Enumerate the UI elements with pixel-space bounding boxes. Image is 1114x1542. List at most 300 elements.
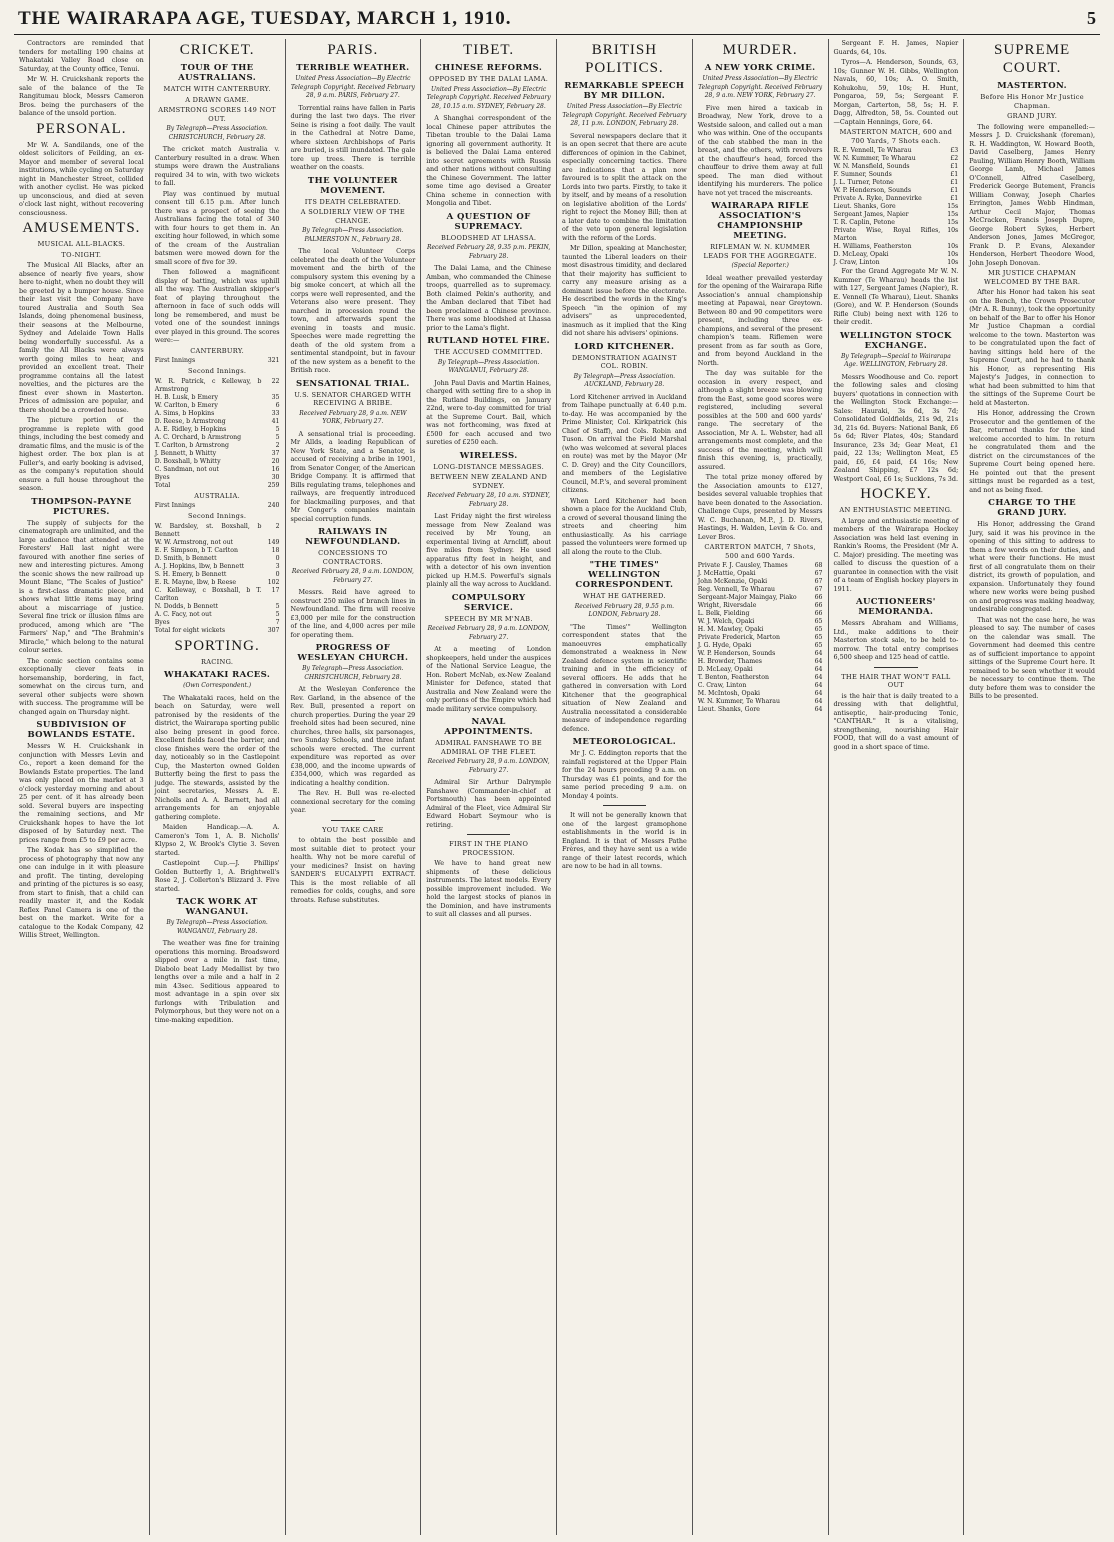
score-line	[155, 450, 280, 458]
score-line	[834, 163, 959, 171]
paragraph: Tyros—A. Henderson, Sounds, 63, 10s; Gunner W. H. Gibbs, Wellington Navals, 60, 10s; A. O. Smith, Kohukohu, 59, 10s; H. Hunt, Pongaroa, 59, 5s; Sergeant F. Morgan, Carterton, 58, 5s; H. F. Dagg, Alfredton, 58, 5s. Counted out—Captain Hennings, Gore, 64.	[833, 58, 959, 126]
article-headline: WHAKATAKI RACES.	[164, 670, 271, 680]
score-line	[834, 251, 959, 259]
score-value: 10s	[947, 251, 959, 258]
section-heading: SUPREME COURT.	[994, 42, 1071, 76]
subheading: OPPOSED BY THE DALAI LAMA.	[429, 75, 549, 83]
article-headline: METEOROLOGICAL.	[572, 737, 677, 747]
score-value: 240	[267, 502, 280, 509]
score-line	[155, 563, 280, 571]
subheading: Second Innings.	[187, 512, 247, 520]
paragraph: The total prize money offered by the Association amounts to £127, besides several valuable trophies that have been donated to the Association. Challenge Cups, presented by Messrs W. C. Buchanan, M.P., J. D. Rivers, Hastings, H. Walden, Levin & Co. and Lever Bros.	[697, 473, 823, 541]
score-line	[155, 555, 280, 563]
score-value: 5	[275, 425, 280, 433]
subheading: RACING.	[200, 657, 234, 666]
score-name: C. Sandman, not out	[154, 465, 219, 473]
dateline: By Telegraph—Press Association. WANGANUI, February 28.	[437, 358, 540, 374]
section-heading: TIBET.	[463, 42, 515, 58]
section-heading: HOCKEY.	[860, 486, 932, 502]
article-headline: CHARGE TO THE GRAND JURY.	[988, 498, 1077, 518]
score-name: H. Browder, Thames	[697, 658, 762, 665]
article-headline: WIRELESS.	[459, 450, 518, 461]
article-headline: PROGRESS OF WESLEYAN CHURCH.	[297, 643, 409, 663]
paragraph: Last Friday night the first wireless message from New Zealand was received by Mr Young, an experimental living at Arncliff, about five miles from Sydney. He used apparatus fifty feet in height, and with a detector of his own invention picked up H.M.S. Powerful's signals plainly all the way across to Auckland.	[426, 512, 551, 588]
dateline: By Telegraph—Press Association. WANGANUI, February 28.	[166, 919, 268, 935]
subheading: CONCESSIONS TO CONTRACTORS.	[318, 549, 388, 566]
score-name: A. J. Hopkins, lbw, b Bennett	[154, 562, 245, 570]
dateline: Received February 28, 9 a.m. LONDON, February 27.	[427, 625, 550, 641]
score-value: 149	[267, 538, 280, 546]
score-name: J. McHattie, Opaki	[697, 570, 756, 577]
score-line	[834, 179, 959, 187]
dateline: By Telegraph—Press Association. CHRISTCHURCH, February 28.	[302, 665, 404, 681]
score-line	[698, 682, 823, 690]
subheading: MASTERTON MATCH, 600 and 700 Yards, 7 Shots each.	[839, 128, 953, 145]
score-line	[834, 147, 959, 155]
score-name: H. Williams, Featherston	[833, 243, 912, 250]
score-name: H. B. Lusk, b Emery	[154, 393, 218, 401]
subheading: THE HAIR THAT WON'T FALL OUT	[841, 672, 951, 689]
score-name: A. E. Ridley, b Hopkins	[154, 425, 227, 433]
subheading: ADMIRAL FANSHAWE TO BE ADMIRAL OF THE FLEET.	[435, 739, 542, 756]
score-value: 64	[814, 674, 823, 681]
score-line	[698, 610, 823, 618]
article-headline: RAILWAYS IN NEWFOUNDLAND.	[305, 527, 401, 547]
score-name: H. M. Mawley, Opaki	[697, 626, 764, 633]
score-line	[155, 547, 280, 555]
score-value: £1	[950, 163, 959, 170]
score-value: 64	[814, 698, 823, 705]
score-name: Byes	[154, 473, 170, 481]
paragraph: John Paul Davis and Martin Haines, charged with setting fire to a shop in the Rutland Buildings, on January 22nd, were to-day committed for trial at the Supreme Court. Bail, which was not forthcoming, was fixed at £500 for each accused and two sureties of £250 each.	[426, 378, 551, 446]
score-name: A. C. Facy, not out	[154, 610, 212, 618]
column-4	[421, 39, 557, 1535]
divider	[467, 834, 511, 835]
score-line	[155, 466, 280, 474]
score-value: 64	[814, 650, 823, 657]
paragraph: Castlepoint Cup.—J. Phillips' Golden Butterfly 1, A. Brightwell's Rose 2, J. Collerton's Blizzard 3. Five started.	[154, 859, 280, 893]
score-name: Private Frederick, Marton	[697, 634, 780, 641]
score-line	[155, 579, 280, 587]
divider	[874, 667, 918, 668]
score-name: W. N. Kummer, Te Wharau	[833, 155, 916, 162]
score-line	[698, 618, 823, 626]
dateline: United Press Association—By Electric Telegraph Copyright. Received February 28, 9 a.m. PARIS, February 27.	[290, 75, 415, 99]
score-value: 64	[814, 706, 823, 713]
subheading: WHAT HE GATHERED.	[583, 592, 666, 600]
score-name: Private A. Ryke, Dannevirke	[833, 195, 922, 202]
paragraph: is the hair that is daily treated to a dressing with that delightful, antiseptic, hair-producing Tonic, "CANTHAR." It is a vitalising, strengthening, nourishing Hair FOOD, that will do a vast amount of good in a short space of time.	[833, 691, 959, 751]
score-name: W. N. Kummer, Te Wharau	[697, 698, 780, 705]
paragraph: The Dalai Lama, and the Chinese Amban, who commanded the Chinese troops, quarrelled as to supremacy. Both claimed Pekin's authority, and the Amban declared that Tibet had been proclaimed a Chinese province. There was some bloodshed at Lhassa prior to the Lama's flight.	[426, 264, 551, 332]
article-headline: REMARKABLE SPEECH BY MR DILLON.	[564, 81, 685, 101]
article-headline: TERRIBLE WEATHER.	[296, 63, 410, 73]
score-name: D. McLeay, Opaki	[697, 666, 753, 673]
score-name: D. Boxshall, b Whitty	[154, 457, 221, 465]
score-line	[155, 523, 280, 539]
score-value: 16	[271, 465, 280, 473]
paragraph: Then followed a magnificent display of batting, which was uphill all the way. The Australian skipper's feat of playing throughout the afternoon in face of such odds will long be remembered, and must be voted one of the soundest innings ever played in this ground. The scores were:—	[154, 268, 280, 344]
section-heading: PERSONAL.	[36, 120, 127, 137]
article-headline: THE VOLUNTEER MOVEMENT.	[307, 175, 398, 196]
score-value: 18	[271, 546, 280, 554]
score-name: W. Carlton, b Emery	[154, 401, 218, 409]
dateline: Received February 28, 9 a.m. LONDON, February 27.	[291, 568, 414, 584]
score-line	[155, 619, 280, 627]
score-line	[155, 458, 280, 466]
score-name: N. Dodds, b Bennett	[154, 602, 219, 610]
score-line	[155, 627, 280, 635]
article-headline: THOMPSON-PAYNE PICTURES.	[31, 496, 132, 517]
score-value: 15s	[947, 219, 959, 226]
score-name: First Innings	[154, 357, 196, 364]
score-value: 17	[271, 586, 280, 594]
article-headline: A NEW YORK CRIME.	[704, 63, 816, 73]
score-value: 66	[814, 610, 823, 617]
dateline: By Telegraph—Special to Wairarapa Age. WELLINGTON, February 28.	[840, 352, 951, 368]
paragraph: The day was suitable for the occasion in every respect, and although a slight breeze was blowing from the East, some good scores were registered, including several possibles at the 500 and 600 yards' range. The secretary of the Association, Mr A. L. Webster, had all arrangements most complete, and the success of the meeting, which will finish this evening, is, practically, assured.	[697, 369, 823, 471]
subheading: MR JUSTICE CHAPMAN WELCOMED BY THE BAR.	[983, 269, 1081, 286]
paragraph: His Honor, addressing the Crown Prosecutor and the gentlemen of the Bar, returned thanks for the kind welcome accorded to him. In return he congratulated them and the district on the circumstances of the Supreme Court being opened here. He pointed out that the present sittings must be regarded as a test, and not as being fixed.	[969, 409, 1095, 494]
score-name: S. H. Emery, b Bennett	[154, 570, 227, 578]
score-line	[834, 211, 959, 219]
score-value: 321	[267, 357, 280, 364]
subheading: FIRST IN THE PIANO PROCESSION.	[449, 840, 529, 857]
score-value: £1	[950, 171, 959, 178]
score-line	[698, 674, 823, 682]
score-name: T. R. Caplin, Petone	[833, 219, 895, 226]
score-name: John McKenzie, Opaki	[697, 578, 768, 585]
score-value: 35	[271, 393, 280, 401]
score-line	[834, 259, 959, 267]
score-line	[698, 578, 823, 586]
section-heading: SPORTING.	[174, 637, 260, 654]
paragraph: That was not the case here, he was pleased to say. The number of cases on the calendar was small. The Government had deemed this centre as of sufficient importance to appoint sittings of the Supreme Court here. It remained to be seen whether it would be necessary to continue them. The duty before them was to consider the Bills to be presented.	[969, 615, 1095, 700]
score-value: 2	[275, 522, 280, 530]
article-headline: COMPULSORY SERVICE.	[451, 592, 526, 613]
paragraph: to obtain the best possible and most suitable diet to protect your health. Why not be more careful of your medicines? Insist on having SANDER'S EUCALYPTI EXTRACT. This is the most reliable of all remedies for colds, coughs, and sore throats. Refuse substitutes.	[290, 836, 416, 904]
divider	[603, 805, 647, 806]
score-name: W. R. Patrick, c Kelleway, b Armstrong	[154, 377, 262, 393]
section-heading: CRICKET.	[179, 42, 255, 58]
paragraph: Torrential rains have fallen in Paris during the last two days. The river Seine is rising a foot daily. The vault in the Cathedral at Notre Dame, where sixteen Archbishops of Paris are buried, is still inundated. The gale tore up trees. There is terrible weather on the coasts.	[290, 103, 416, 171]
dateline: Received February 28, 9.35 p.m. PEKIN, February 28.	[426, 244, 551, 260]
score-value: 5	[275, 610, 280, 618]
score-value: 30	[271, 473, 280, 481]
score-name: L. Belk, Fielding	[697, 610, 750, 617]
dateline: United Press Association—By Electric Telegraph Copyright. Received February 28, 11 p.m. LONDON, February 28.	[562, 103, 687, 127]
dateline: United Press Association—By Electric Telegraph Copyright. Received February 28, 10.15 a.m. SYDNEY, February 28.	[426, 85, 551, 110]
paragraph: Messrs W. H. Cruickshank in conjunction with Messrs Levin and Co., report a keen demand for the Bowlands Estate properties. The land was only placed on the market at 3 o'clock yesterday morning and about 25 per cent. of it has already been sold. Several buyers are inspecting the remaining sections, and Mr Cruickshank hopes to have the lot disposed of by Saturday next. The prices range from £5 to £9 per acre.	[19, 742, 144, 844]
paragraph: Ideal weather prevailed yesterday for the opening of the Wairarapa Rifle Association's annual championship meeting at Papawai, near Greytown. Between 80 and 90 competitors were present, including three ex-champions, and several of the present champion's team. Riflemen were present from as far south as Gore, and from beyond Auckland in the North.	[697, 273, 823, 367]
column-2	[150, 39, 286, 1535]
masthead-title: THE WAIRARAPA AGE, TUESDAY, MARCH 1, 1910.	[18, 8, 512, 29]
dateline: (Own Correspondent.)	[183, 682, 252, 689]
paragraph: Five men hired a taxicab in Broadway, New York, drove to a Westside saloon, and called out a man who was within. One of the occupants of the cab stabbed the man in the breast, and the others, with revolvers at the chauffeur's head, forced the chauffeur to drive them away at full speed. The man died without identifying his murderers. The police have not yet traced the miscreants.	[697, 103, 823, 197]
score-value: 65	[814, 626, 823, 633]
paragraph: Lord Kitchener arrived in Auckland from Taihape punctually at 6.40 p.m. to-day. He was accompanied by the Prime Minister, Col. Kirkpatrick (his Chief of Staff), and Cols. Robin and Tuson. On arrival the Field Marshal (who was welcomed at several places en route) was met by the Mayor (Mr C. D. Grey) and the City Councillors, and members of the Legislative Council, M.P.'s, and several prominent citizens.	[562, 392, 687, 494]
article-headline: TOUR OF THE AUSTRALIANS.	[178, 63, 257, 83]
subheading: GRAND JURY.	[1007, 112, 1058, 120]
dateline: Received February 28, 9.55 p.m. LONDON, February 28.	[574, 602, 675, 618]
score-line	[155, 587, 280, 603]
paragraph: Mr W. H. Cruickshank reports the sale of the balance of the Te Rangitumau block, Messrs Cameron Bros. being the purchasers of the balance of the unsold portion.	[19, 75, 144, 117]
score-name: D. Reese, b Armstrong	[154, 417, 226, 425]
article-headline: RUTLAND HOTEL FIRE.	[427, 336, 550, 346]
score-value: 15s	[947, 211, 959, 218]
score-value: 259	[267, 481, 280, 489]
article-headline: MASTERTON.	[997, 81, 1068, 91]
score-name: D. Smith, b Bennett	[154, 554, 217, 562]
score-value: 64	[814, 690, 823, 697]
subheading: THE ACCUSED COMMITTED.	[434, 348, 543, 356]
score-line	[155, 426, 280, 434]
score-value: £1	[950, 195, 959, 202]
score-value: 65	[814, 634, 823, 641]
divider	[331, 820, 375, 821]
score-line	[698, 594, 823, 602]
section-heading: BRITISH POLITICS.	[585, 42, 664, 76]
paragraph: When Lord Kitchener had been shown a place for the Auckland Club, a crowd of several thousand lining the streets and cheering him enthusiastically. As his carriage passed the volunteers were formed up all along the route to the Club.	[562, 496, 687, 556]
score-line	[698, 586, 823, 594]
paragraph: A sensational trial is proceeding. Mr Allds, a leading Republican of New York State, and a Senator, is accused of receiving a bribe in 1901, from Senator Conger, of the American Bridge Company. It is affirmed that Bills regulating trams, telephones and railways, are frequently introduced for blackmailing purposes, and that Mr Conger's companies maintain special corruption funds.	[290, 429, 416, 523]
score-value: 15s	[947, 203, 959, 210]
article-headline: CHINESE REFORMS.	[435, 63, 543, 73]
subheading: MUSICAL ALL-BLACKS.	[37, 240, 126, 248]
paragraph: It will not be generally known that one of the largest gramophone establishments in the world is in England. It is that of Messrs Pathe Frères, and they have sent us a wide range of their latest records, which are now to be had in all towns.	[562, 811, 687, 870]
article-headline: SUBDIVISION OF BOWLANDS ESTATE.	[27, 720, 136, 740]
score-name: T. Benton, Featherston	[697, 674, 769, 681]
score-line	[834, 227, 959, 243]
score-line	[155, 418, 280, 426]
score-value: 22	[271, 377, 280, 385]
score-line	[698, 562, 823, 570]
paragraph: Contractors are reminded that tenders for metalling 190 chains at Whakataki Valley Road close on Saturday, at the County office, Tenui.	[19, 39, 144, 73]
score-line	[834, 187, 959, 195]
article-headline: NAVAL APPOINTMENTS.	[444, 717, 534, 737]
dateline: By Telegraph—Press Association. PALMERSTON N., February 28.	[302, 227, 404, 243]
score-name: W. J. Welch, Opaki	[697, 618, 755, 625]
score-line	[834, 155, 959, 163]
score-name: Reg. Vennell, Te Wharau	[697, 586, 775, 593]
score-name: A. Sims, b Hopkins	[154, 409, 215, 417]
paragraph: For the Grand Aggregate Mr W. N. Kummer (Te Wharau) heads the list with 127, Sergeant James (Napier), R. E. Vennell (Te Wharau), Lieut. Shanks (Gore), and W. P. Henderson (Sounds Rifle Club) being next with 126 to their credit.	[833, 267, 959, 326]
score-value: 7	[275, 618, 280, 626]
paragraph: The Kodak has so simplified the process of photography that now any one can indulge in it with pleasure and profit. The tinting, developing and printing of the pictures is so easy, from start to finish, that a child can readily master it, and the Kodak Reflex Panel Camera is one of the best on the market. Write for a catalogue to the Kodak Company, 42 Willis Street, Wellington.	[19, 846, 144, 939]
score-name: F. Sumner, Sounds	[833, 171, 892, 178]
score-line	[155, 482, 280, 490]
score-line	[698, 602, 823, 610]
subheading: U.S. SENATOR CHARGED WITH RECEIVING A BRIBE.	[294, 390, 412, 407]
subheading: BETWEEN NEW ZEALAND AND SYDNEY.	[430, 473, 548, 490]
score-value: 41	[271, 417, 280, 425]
score-name: J. Craw, Linton	[833, 259, 880, 266]
subheading: BLOODSHED AT LHASSA.	[440, 233, 537, 242]
score-name: M. McIntosh, Opaki	[697, 690, 761, 697]
paragraph: Messrs Abraham and Williams, Ltd., make additions to their Masterton stock sale, to be held to-morrow. The total entry comprises 6,500 sheep and 125 head of cattle.	[833, 619, 959, 661]
subheading: LONG-DISTANCE MESSAGES.	[433, 462, 544, 471]
score-line	[698, 570, 823, 578]
paragraph: Messrs. Reid have agreed to construct 250 miles of branch lines in Newfoundland. The firm will receive £3,000 per mile for the construction of the line, and 4,000 acres per mile for operating them.	[290, 588, 416, 639]
paragraph: The cricket match Australia v. Canterbury resulted in a draw. When stumps were drawn the Australians required 34 to win, with two wickets to fall.	[154, 145, 280, 187]
score-name: E. R. Mayne, lbw, b Reese	[154, 578, 237, 586]
paragraph: Sergeant F. H. James, Napier Guards, 64, 10s.	[833, 39, 959, 56]
paragraph: His Honor, addressing the Grand Jury, said it was his province in the opening of this sitting to address to them a few words on their duties, and what were their functions. He must first of all congratulate them on their district, its growth of population, and expansion. Unfortunately they found where new works were being pushed on and progress was making headway, undesirable congregated.	[969, 520, 1095, 613]
page-number: 5	[1087, 8, 1096, 28]
score-name: W. Bardsley, st. Boxshall, b Bennett	[154, 522, 262, 538]
subheading: ARMSTRONG SCORES 149 NOT OUT.	[158, 106, 276, 123]
dateline: United Press Association—By Electric Telegraph Copyright. Received February 28, 9 a.m. NEW YORK, February 27.	[698, 75, 823, 99]
paragraph: Maiden Handicap.—A. A. Cameron's Tom 1, A. B. Nicholls' Klypso 2, W. Brook's Clytie 3. Seven started.	[154, 823, 280, 857]
score-name: Lieut. Shanks, Gore	[697, 706, 760, 713]
paragraph: Mr J. C. Eddington reports that the rainfall registered at the Upper Plain for the 24 hours preceding 9 a.m. on Thursday was £1 points, and for the same period preceding 9 a.m. on Monday 4 points.	[562, 749, 687, 800]
score-name: First Innings	[154, 502, 196, 509]
column-6	[693, 39, 829, 1535]
subheading: DEMONSTRATION AGAINST COL. ROBIN.	[571, 353, 677, 370]
subheading: CANTERBURY.	[190, 346, 245, 355]
paragraph: We have to hand great new shipments of these delicious instruments. The latest models. Every possible improvement included. We hold the largest stocks of pianos in the Dominion, and have instruments to suit all classes and all purses.	[426, 859, 551, 918]
paragraph: At a meeting of London shopkeepers, held under the auspices of the National Service League, the Hon. Robert McNab, ex-New Zealand Minister for Defence, stated that Australia and New Zealand were the only portions of the Empire which had made military service compulsory.	[426, 645, 551, 713]
dateline: By Telegraph—Press Association. CHRISTCHURCH, February 28.	[166, 125, 268, 141]
score-value: 64	[814, 666, 823, 673]
score-value: 33	[271, 409, 280, 417]
score-value: 0	[275, 570, 280, 578]
score-name: A. C. Orchard, b Armstrong	[154, 433, 242, 441]
score-name: W. N. Mansfield, Sounds	[833, 163, 910, 170]
paragraph: The following were empanelled:— Messrs J. D. Cruickshank (foreman), R. H. Waddington, W. Howard Booth, David Caselberg, James Henry Pauling, William Henry Booth, William George Lamb, Michael James O'Connell, Alfred Caselberg, Frederick George Butement, Francis William Conway, Joseph Charles Errington, James Webb Hindman, Arthur Cecil Major, Thomas McCracken, Francis Joseph Dupre, George Robert Sykes, Herbert Anderson Jones, James McGregor, Frank D. P. Evans, Alexander Henderson, Herbert Theodore Wood, John Joseph Donovan.	[969, 122, 1095, 267]
score-name: Total for eight wickets	[154, 626, 226, 634]
paragraph: A large and enthusiastic meeting of members of the Wairarapa Hockey Association was held last evening in Rankin's Rooms, the President (Mr A. C. Major) presiding. The meeting was called to discuss the question of a guarantee in connection with the visit of a team of English hockey players in 1911.	[833, 516, 959, 593]
paragraph: Mr W. A. Sandilands, one of the oldest solicitors of Feilding, an ex-Mayor and member of several local institutions, while cycling on Saturday night in Manchester Street, collided with another cyclist. He was picked up unconscious, and died at seven o'clock last night, without recovering consciousness.	[19, 140, 144, 217]
score-line	[834, 219, 959, 227]
score-line	[155, 603, 280, 611]
subheading: YOU TAKE CARE	[322, 825, 384, 834]
subheading: A SOLDIERLY VIEW OF THE CHANGE.	[300, 208, 405, 225]
masthead	[14, 8, 1100, 35]
paragraph: The local Volunteer Corps celebrated the death of the Volunteer movement and the birth of the compulsory system this evening by a big smoke concert, at which all the corps were well represented, and the Veterans also were present. They marched in procession round the town, and afterwards spent the evening in toasts and music. Speeches were made regretting the death of the old system from a sentimental standpoint, but in favour of the new system as a benefit to the British race.	[290, 247, 416, 374]
subheading: A DRAWN GAME.	[185, 95, 250, 104]
subheading: AUSTRALIA.	[194, 491, 241, 500]
subheading: AN ENTHUSIASTIC MEETING.	[839, 506, 953, 514]
score-value: 5	[275, 602, 280, 610]
subheading: TO-NIGHT.	[61, 250, 102, 259]
score-line	[155, 378, 280, 394]
score-name: T. Carlton, b Armstrong	[154, 441, 229, 449]
score-value: 65	[814, 642, 823, 649]
score-value: 64	[814, 682, 823, 689]
score-line	[155, 474, 280, 482]
score-value: 68	[814, 562, 823, 569]
column-grid	[14, 39, 1100, 1535]
dateline: By Telegraph—Press Association. AUCKLAND, February 28.	[573, 372, 676, 388]
paragraph: The supply of subjects for the cinematograph are unlimited, and the large audience that attended at the Foresters' Hall last night were favoured with another fine series of new and interesting pictures. Among the scenic shows the new railroad up Mount Blanc, "The Scales of Justice" is a first-class dramatic piece, and shows what little items may bring about a miscarriage of justice. Several fine trick or illusion films are produced, among which are "The Farmers' Nap," and "The Brahmin's Miracle," which belong to the natural colour series.	[19, 518, 144, 654]
paragraph: The weather was fine for training operations this morning. Broadsword slipped over a mile in fast time, Diabolo beat Lady Medallist by two lengths over a mile and a half in 2 min 43sec. Seditious appeared to most advantage in a spin over six furlongs with Tribulation and Polymorphous, but they were not on a time-making expedition.	[154, 939, 280, 1024]
score-name: Private Wise, Royal Rifles, Marton	[833, 227, 941, 242]
article-headline: A QUESTION OF SUPREMACY.	[446, 211, 531, 232]
score-name: R. E. Vennell, Te Wharau	[833, 147, 912, 154]
score-value: £1	[950, 179, 959, 186]
score-value: 66	[814, 602, 823, 609]
score-line	[698, 634, 823, 642]
subheading: MATCH WITH CANTERBURY.	[163, 85, 271, 93]
score-value: 66	[814, 594, 823, 601]
score-line	[155, 402, 280, 410]
column-7	[829, 39, 965, 1535]
score-line	[698, 658, 823, 666]
score-name: J. Bennett, b Whitty	[154, 449, 217, 457]
score-line	[698, 706, 823, 714]
score-name: Sergeant James, Napier	[833, 211, 909, 218]
dateline: (Special Reporter.)	[731, 262, 789, 269]
score-value: 10s	[947, 243, 959, 250]
score-value: 67	[814, 586, 823, 593]
score-value: 3	[275, 562, 280, 570]
score-line	[155, 410, 280, 418]
subheading: RIFLEMAN W. N. KUMMER LEADS FOR THE AGGREGATE.	[703, 243, 817, 260]
article-headline: LORD KITCHENER.	[574, 341, 675, 352]
score-value: 102	[267, 578, 280, 586]
score-name: C. Kelleway, c Boxshall, b T. Carlton	[154, 586, 262, 602]
score-name: J. L. Turner, Petone	[833, 179, 894, 186]
paragraph: A Shanghai correspondent of the local Chinese paper attributes the Tibetan trouble to the Dalai Lama ignoring all government authority. It is believed the Dalai Lama entered into secret agreements with Russia and other nations without consulting the Chinese Government. The latter some time ago devised a Greater China scheme in connection with Mongolia and Tibet.	[426, 114, 551, 207]
paragraph: Play was continued by mutual consent till 6.15 p.m. After lunch there was a prospect of seeing the Australians facing the total of 340 with four hours to get them in. An exciting hour followed, in which some of the cream of the Australian batsmen were mowed down for the small score of five for 39.	[154, 189, 280, 266]
score-line	[698, 666, 823, 674]
column-5	[557, 39, 693, 1535]
score-name: Byes	[154, 618, 170, 626]
score-value: 10s	[947, 259, 959, 266]
score-value: 65	[814, 618, 823, 625]
score-line	[698, 626, 823, 634]
score-line	[698, 698, 823, 706]
score-name: C. Craw, Linton	[697, 682, 747, 689]
paragraph: The Rev. H. Bull was re-elected connexional secretary for the coming year.	[290, 789, 416, 814]
score-name: W. P. Henderson, Sounds	[833, 187, 912, 194]
subheading: ITS DEATH CELEBRATED.	[304, 197, 402, 206]
column-3	[286, 39, 422, 1535]
dateline: Received February 28, 10 a.m. SYDNEY, February 28.	[427, 492, 551, 508]
score-value: 20	[271, 457, 280, 465]
score-value: 37	[271, 449, 280, 457]
score-value: 67	[814, 578, 823, 585]
paragraph: The Whakataki races, held on the beach on Saturday, were well patronised by the residents of the district, the Wairarapa sporting public also being present in good force. Excellent fields faced the barrier, and close finishes were the order of the day, noticeably so in the Castlepoint Cup, the Masterton owned Golden Butterfly being the first to pass the judge. The stewards, assisted by the joint secretaries, Messrs A. E. Nicholls and A. A. Barnett, had all arrangements for an enjoyable gathering complete.	[154, 693, 280, 821]
score-value: 307	[267, 626, 280, 634]
column-8	[964, 39, 1100, 1535]
paragraph: Mr Dillon, speaking at Manchester, taunted the Liberal leaders on their most disastrous timidity, and declared that their majority has sufficient to carry any measure arising as a dominant issue before the electorate. He described the words in the King's Speech "in the opinion of my advisers" as unprecedented, inasmuch as it implied that the King did not share his advisers' opinions.	[562, 244, 687, 337]
score-name: Wright, Riversdale	[697, 602, 757, 609]
score-value: 2	[275, 441, 280, 449]
subheading: Second Innings.	[187, 367, 247, 375]
dateline: Received February 28, 9 a.m. NEW YORK, February 27.	[299, 409, 407, 425]
subheading: SPEECH BY MR M'NAB.	[444, 614, 533, 623]
score-line	[155, 502, 280, 510]
score-name: D. McLeay, Opaki	[833, 251, 889, 258]
paragraph: Admiral Sir Arthur Dalrymple Fanshawe (Commander-in-chief at Portsmouth) has been appointed Admiral of the Fleet, vice Admiral Sir Edward Hobart Seymour who is retiring.	[426, 778, 551, 829]
score-value: 0	[275, 554, 280, 562]
score-value: £1	[950, 187, 959, 194]
subheading: CARTERTON MATCH, 7 Shots, 500 and 600 Yards.	[704, 543, 816, 560]
score-line	[155, 442, 280, 450]
column-1	[14, 39, 150, 1535]
paragraph: The picture portion of the programme is replete with good things, including the best comedy and dramatic films, and the music is of the highest order. The box plan is at Fuller's, and early booking is advised, as the company's reputation should ensure a full house throughout the season.	[19, 416, 144, 492]
paragraph: "The Times'" Wellington correspondent states that the manoeuvres emphatically demonstrated a weakness in New Zealand defence system in scientific training and in the efficiency of several officers. He adds that he gathered in conversation with Lord Kitchener that the geographical situation of New Zealand and Australia necessitated a considerable measure of independence regarding defence.	[562, 622, 687, 733]
score-line	[834, 203, 959, 211]
paragraph: Messrs Woodhouse and Co. report the following sales and closing buyers' quotations in connection with the Wellington Stock Exchange:— Sales: Hauraki, 3s 6d, 3s 7d; Consolidated Goldfields, 21s 9d, 21s 3d, 21s 6d. Buyers: National Bank, £6 5s 6d; River Plates, 40s; Standard Insurance, 23s 3d; Gear Meat, £1 paid, 22 13s; Wellington Meat, £5 paid, £6, £4 paid, £4 16s; New Zealand Shipping, £7 12s 6d; Westport Coal, £6 1s; Sucklons, 7s 3d.	[833, 372, 959, 483]
subheading: Before His Honor Mr Justice Chapman.	[980, 93, 1084, 110]
score-line	[834, 171, 959, 179]
section-heading: MURDER.	[722, 42, 798, 58]
score-name: E. F. Simpson, b T. Carlton	[154, 546, 238, 554]
score-value: 10s	[947, 227, 959, 234]
